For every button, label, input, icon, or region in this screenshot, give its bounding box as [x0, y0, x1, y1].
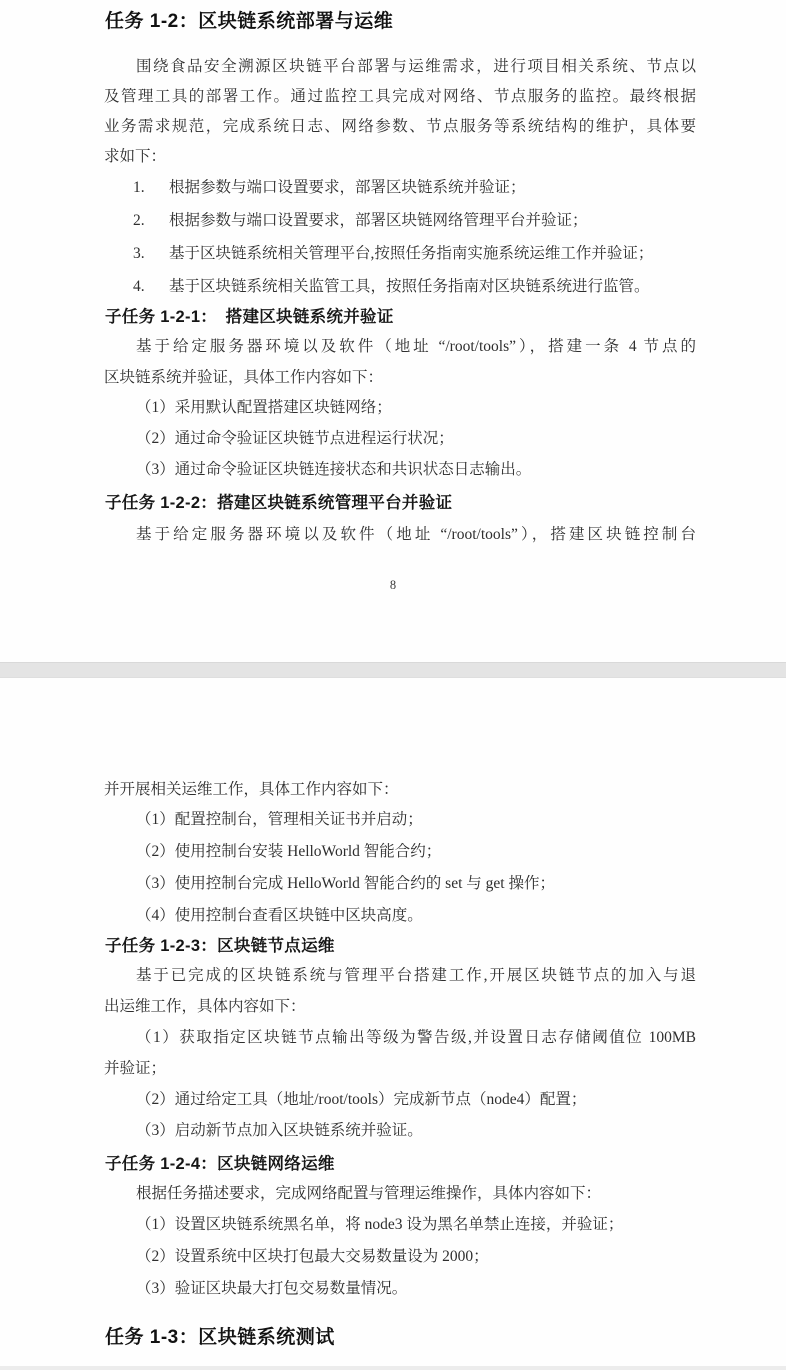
bracket-item: （1）设置区块链系统黑名单，将 node3 设为黑名单禁止连接，并验证； — [136, 1216, 624, 1233]
list-item-number: 2. — [133, 212, 145, 229]
paragraph-line: 区块链系统并验证，具体工作内容如下： — [104, 369, 384, 386]
bracket-item: （3）验证区块最大打包交易数量情况。 — [136, 1280, 408, 1297]
bracket-item: （3）使用控制台完成 HelloWorld 智能合约的 set 与 get 操作； — [136, 875, 555, 892]
console-items — [136, 804, 696, 932]
list-item-text: 基于区块链系统相关监管工具，按照任务指南对区块链系统进行监管。 — [169, 278, 650, 295]
next-page-separator-edge — [0, 1366, 786, 1370]
bracket-item: （2）使用控制台安装 HelloWorld 智能合约； — [136, 843, 442, 860]
paragraph-line: 基于给定服务器环境以及软件（地址 “/root/tools”），搭建区块链控制台 — [136, 526, 696, 543]
intro-line: 业务需求规范，完成系统日志、网络参数、节点服务等系统结构的维护，具体要 — [104, 118, 696, 135]
subtask-1-2-4-paragraph — [104, 1178, 696, 1209]
list-item-text: 根据参数与端口设置要求，部署区块链网络管理平台并验证； — [169, 212, 588, 229]
intro-line: 及管理工具的部署工作。通过监控工具完成对网络、节点服务的监控。最终根据 — [104, 88, 696, 105]
bracket-item-line: （1）获取指定区块链节点输出等级为警告级,并设置日志存储阈值位 100MB — [136, 1029, 696, 1046]
bracket-item: （3）通过命令验证区块链连接状态和共识状态日志输出。 — [136, 461, 532, 478]
list-item — [133, 237, 699, 270]
paragraph-line: 根据任务描述要求，完成网络配置与管理运维操作，具体内容如下： — [136, 1185, 602, 1202]
list-item — [133, 171, 699, 204]
subtask-1-2-2-paragraph — [104, 519, 696, 550]
intro-line: 求如下： — [104, 148, 167, 165]
list-item-text: 根据参数与端口设置要求，部署区块链系统并验证； — [169, 179, 526, 196]
page-number: 8 — [389, 578, 397, 592]
document-page-9 — [0, 678, 786, 1366]
subtask-1-2-1-items — [136, 392, 696, 485]
list-item-number: 3. — [133, 245, 145, 262]
subtask-1-2-1-paragraph — [104, 331, 696, 393]
subtask-1-2-3-heading: 子任务 1-2-3：区块链节点运维 — [105, 937, 335, 955]
paragraph-line: 出运维工作，具体内容如下： — [104, 998, 306, 1015]
bracket-item: （4）使用控制台查看区块链中区块高度。 — [136, 907, 423, 924]
bracket-item: （2）通过给定工具（地址/root/tools）完成新节点（node4）配置； — [136, 1091, 587, 1108]
bracket-item: （2）设置系统中区块打包最大交易数量设为 2000； — [136, 1248, 489, 1265]
subtask-1-2-4-items — [136, 1209, 716, 1305]
paragraph-line: 基于已完成的区块链系统与管理平台搭建工作,开展区块链节点的加入与退 — [136, 967, 696, 984]
list-item — [133, 204, 699, 237]
paragraph-line: 基于给定服务器环境以及软件（地址 “/root/tools”），搭建一条 4 节点的 — [136, 338, 696, 355]
list-item-number: 1. — [133, 179, 145, 196]
subtask-1-2-2-heading: 子任务 1-2-2：搭建区块链系统管理平台并验证 — [105, 494, 453, 512]
intro-line: 围绕食品安全溯源区块链平台部署与运维需求，进行项目相关系统、节点以 — [136, 58, 696, 75]
continuation-paragraph — [104, 775, 696, 805]
task-1-3-heading: 任务 1-3：区块链系统测试 — [105, 1327, 335, 1348]
document-page-8 — [0, 0, 786, 662]
bracket-item: （2）通过命令验证区块链节点进程运行状况； — [136, 430, 454, 447]
subtask-1-2-4-heading: 子任务 1-2-4：区块链网络运维 — [105, 1155, 335, 1173]
list-item — [133, 270, 699, 303]
intro-paragraph — [104, 52, 696, 172]
task-1-2-heading: 任务 1-2：区块链系统部署与运维 — [105, 11, 394, 32]
paragraph-line: 并开展相关运维工作，具体工作内容如下： — [104, 781, 399, 798]
requirements-list — [133, 171, 699, 303]
bracket-item-line: 并验证； — [104, 1060, 167, 1077]
bracket-item: （3）启动新节点加入区块链系统并验证。 — [136, 1122, 423, 1139]
page-separator — [0, 662, 786, 678]
list-item-number: 4. — [133, 278, 145, 295]
bracket-item: （1）采用默认配置搭建区块链网络； — [136, 399, 392, 416]
subtask-1-2-3-item-1 — [104, 1022, 696, 1084]
subtask-1-2-1-heading: 子任务 1-2-1： 搭建区块链系统并验证 — [105, 308, 394, 326]
bracket-item: （1）配置控制台，管理相关证书并启动； — [136, 811, 423, 828]
subtask-1-2-3-paragraph — [104, 960, 696, 1022]
list-item-text: 基于区块链系统相关管理平台,按照任务指南实施系统运维工作并验证； — [169, 245, 654, 262]
subtask-1-2-3-items — [136, 1084, 696, 1146]
